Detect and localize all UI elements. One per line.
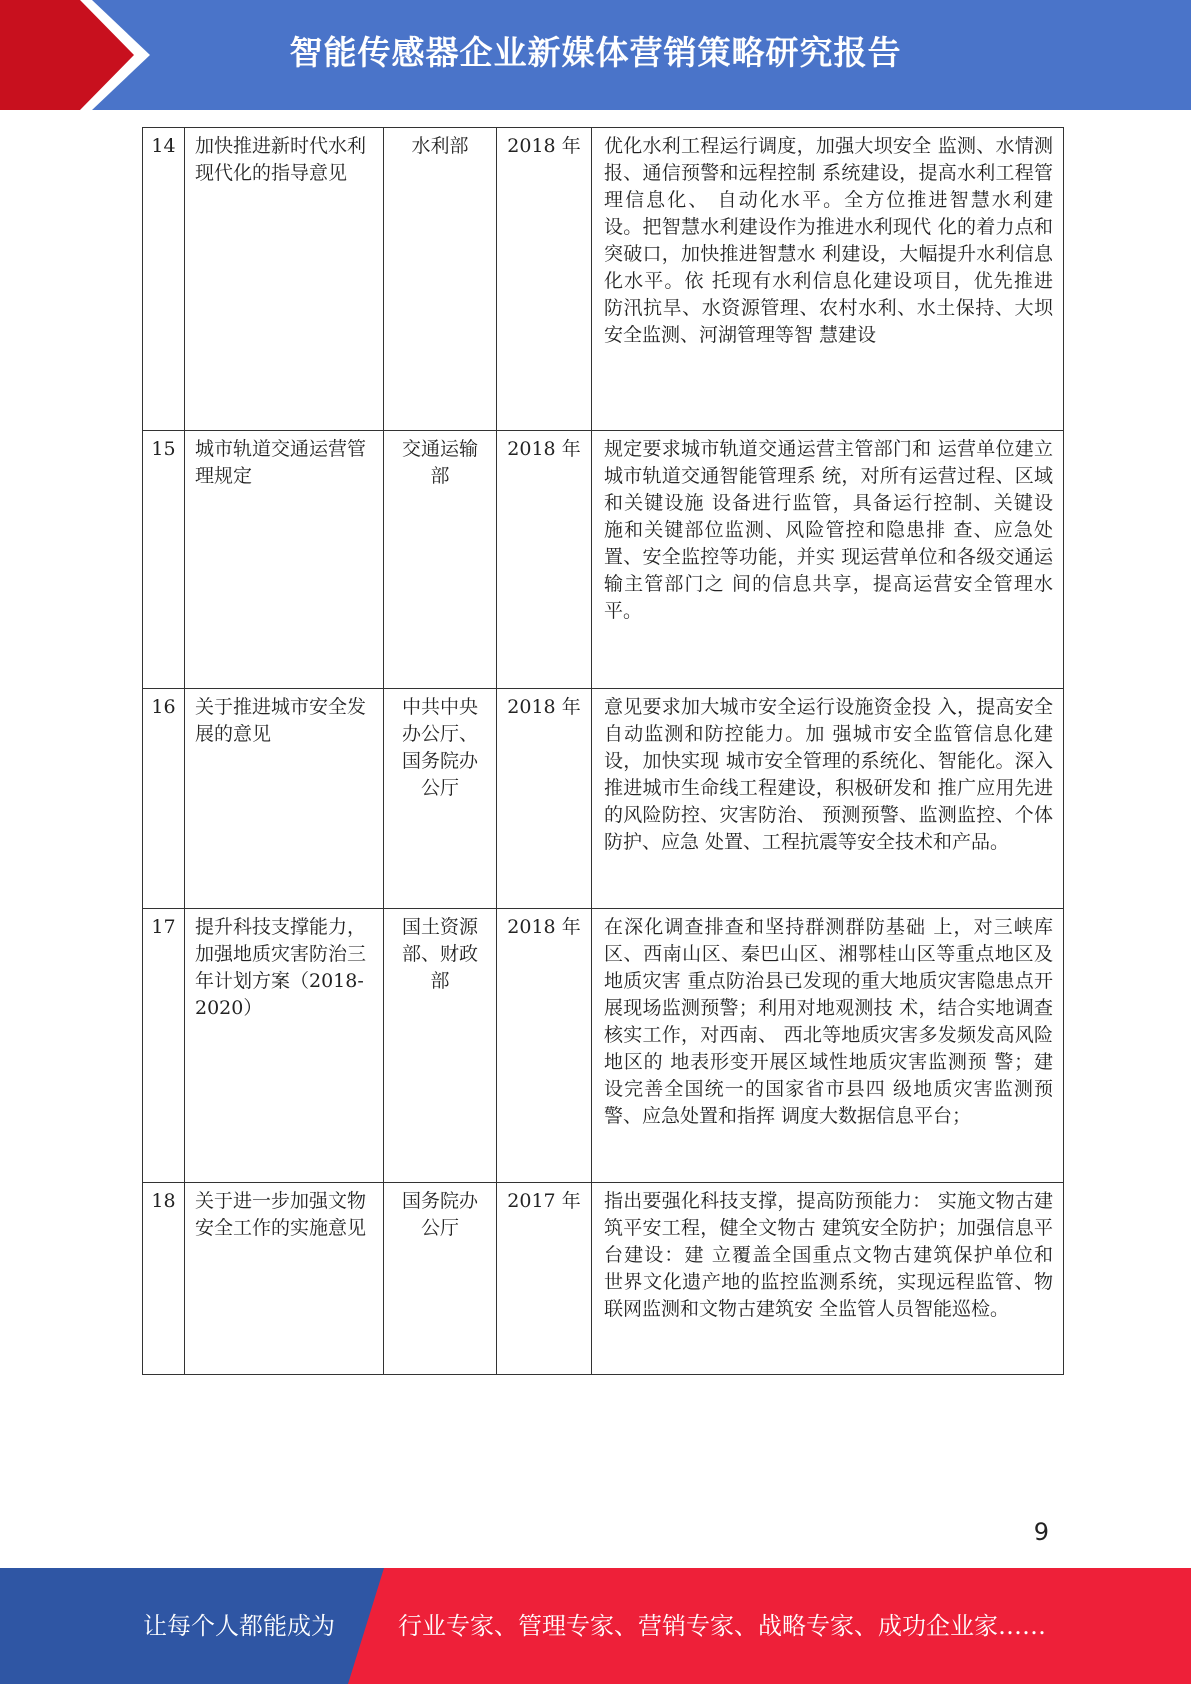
table-row: [143, 1183, 1064, 1375]
row-index: 17: [143, 909, 185, 1183]
issue-year: 2018 年: [497, 431, 592, 689]
row-index: 15: [143, 431, 185, 689]
row-index: 14: [143, 128, 185, 431]
issuing-department: 交通运输部: [384, 431, 497, 689]
policy-description: 意见要求加大城市安全运行设施资金投 入，提高安全自动监测和防控能力。加 强城市安全监管信息化建设，加快实现 城市安全管理的系统化、智能化。深入 推进城市生命线工程建设，积极研发和 推广应用先进的风险防控、灾害防治、 预测预警、监测监控、个体防护、应急 处置、工程抗震等安全技术和产品。: [592, 689, 1064, 909]
policy-title: 关于进一步加强文物安全工作的实施意见: [185, 1183, 384, 1375]
issue-year: 2017 年: [497, 1183, 592, 1375]
issuing-department: 国务院办公厅: [384, 1183, 497, 1375]
issuing-department: 国土资源部、财政部: [384, 909, 497, 1183]
row-index: 16: [143, 689, 185, 909]
policy-title: 城市轨道交通运营管理规定: [185, 431, 384, 689]
policy-table: [142, 127, 1064, 1375]
table-row: [143, 689, 1064, 909]
policy-description: 指出要强化科技支撑，提高防预能力： 实施文物古建筑平安工程，健全文物古 建筑安全防护；加强信息平台建设：建 立覆盖全国重点文物古建筑保护单位和 世界文化遗产地的监控监测系统，实现远程监管、物联网监测和文物古建筑安 全监管人员智能巡检。: [592, 1183, 1064, 1375]
footer-slogan-left: 让每个人都能成为: [143, 1612, 335, 1640]
table-row: [143, 909, 1064, 1183]
table-row: [143, 128, 1064, 431]
policy-title: 关于推进城市安全发展的意见: [185, 689, 384, 909]
document-title: 智能传感器企业新媒体营销策略研究报告: [289, 33, 902, 72]
page-header: [0, 0, 1191, 110]
table-row: [143, 431, 1064, 689]
issue-year: 2018 年: [497, 128, 592, 431]
page-footer: [0, 1568, 1191, 1684]
policy-description: 优化水利工程运行调度，加强大坝安全 监测、水情测报、通信预警和远程控制 系统建设，提高水利工程管理信息化、 自动化水平。全方位推进智慧水利建 设。把智慧水利建设作为推进水利现代 化的着力点和突破口，加快推进智慧水 利建设，大幅提升水利信息化水平。依 托现有水利信息化建设项目，优先推进 防汛抗旱、水资源管理、农村水利、水土保持、大坝安全监测、河湖管理等智 慧建设: [592, 128, 1064, 431]
row-index: 18: [143, 1183, 185, 1375]
issue-year: 2018 年: [497, 909, 592, 1183]
footer-slogan-right: 行业专家、管理专家、营销专家、战略专家、成功企业家……: [398, 1612, 1046, 1640]
policy-description: 在深化调查排查和坚持群测群防基础 上，对三峡库区、西南山区、秦巴山区、湘鄂桂山区等重点地区及地质灾害 重点防治县已发现的重大地质灾害隐患点开展现场监测预警；利用对地观测技 术，结合实地调查核实工作，对西南、 西北等地质灾害多发频发高风险地区的 地表形变开展区域性地质灾害监测预 警；建设完善全国统一的国家省市县四 级地质灾害监测预警、应急处置和指挥 调度大数据信息平台；: [592, 909, 1064, 1183]
issue-year: 2018 年: [497, 689, 592, 909]
issuing-department: 中共中央办公厅、国务院办公厅: [384, 689, 497, 909]
policy-title: 提升科技支撑能力，加强地质灾害防治三年计划方案（2018-2020）: [185, 909, 384, 1183]
policy-title: 加快推进新时代水利现代化的指导意见: [185, 128, 384, 431]
issuing-department: 水利部: [384, 128, 497, 431]
page-number: 9: [1033, 1518, 1049, 1546]
policy-description: 规定要求城市轨道交通运营主管部门和 运营单位建立城市轨道交通智能管理系 统，对所有运营过程、区域和关键设施 设备进行监管，具备运行控制、关键设 施和关键部位监测、风险管控和隐患排 查、应急处置、安全监控等功能，并实 现运营单位和各级交通运输主管部门之 间的信息共享，提高运营安全管理水 平。: [592, 431, 1064, 689]
